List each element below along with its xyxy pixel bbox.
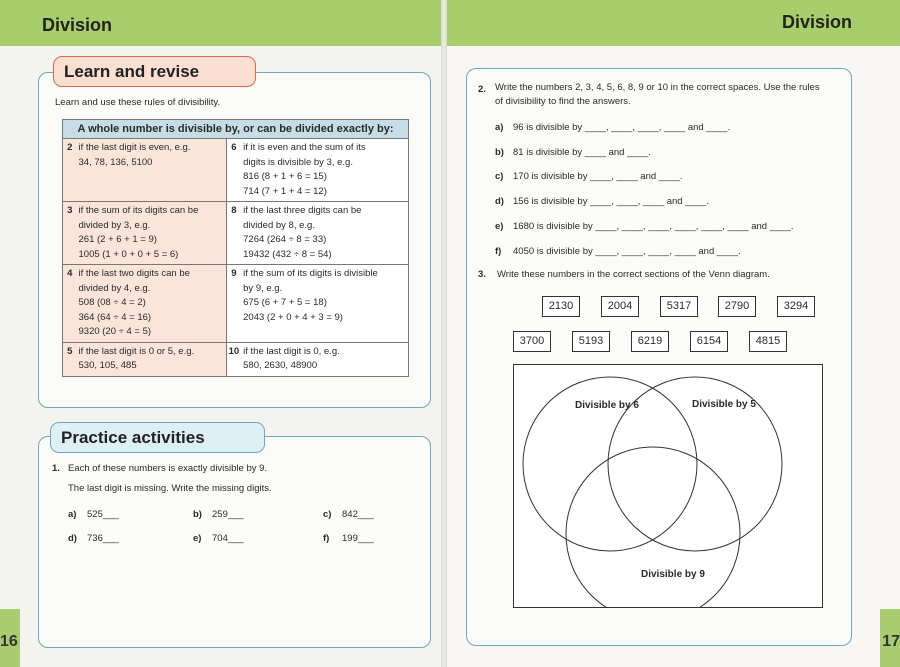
rule-right-text-line: 580, 2630, 48900 [243,360,318,371]
practice-tab: Practice activities [50,422,265,453]
rule-left-text-line: 364 (64 ÷ 4 = 16) [78,311,152,323]
rule-right-text-line: 714 (7 + 1 + 4 = 12) [243,185,327,197]
q1-number: 1. [52,463,60,474]
rules-row [63,342,409,376]
number-card[interactable]: 2130 [542,296,580,317]
number-card[interactable]: 5193 [572,331,610,352]
q1-line2: The last digit is missing. Write the missing digits. [68,483,272,494]
rule-right-text [241,265,408,343]
number-card[interactable]: 3700 [513,331,551,352]
q2-item-label: c) [495,171,504,183]
number-card[interactable]: 3294 [777,296,815,317]
rule-right-number: 9 [226,265,241,343]
practice-item-answer[interactable]: 259___ [212,509,244,520]
rule-left-text [77,202,227,265]
rule-right-text-line: if the last three digits can be [243,205,362,216]
rule-left-text-line: 530, 105, 485 [78,360,137,371]
rule-right-text-line: 19432 (432 ÷ 8 = 54) [243,248,332,260]
venn-label-9: Divisible by 9 [641,569,705,580]
venn-label-5: Divisible by 5 [692,399,756,410]
q2-item-text[interactable]: 1680 is divisible by ____, ____, ____, ____, ____, ____ and ____. [513,220,794,232]
q2-item-text[interactable]: 4050 is divisible by ____, ____, ____, ____ and ____. [513,245,741,257]
q2-item-label: d) [495,196,504,208]
q2-line2: of divisibility to find the answers. [495,96,631,107]
right-page-title: Division [781,12,852,32]
rule-left-text-line: if the sum of its digits can be [78,205,199,216]
right-page-number: 17 [882,633,900,650]
rule-left-text [77,265,227,343]
rule-left-text-line: if the last digit is 0 or 5, e.g. [78,345,195,357]
rule-right-text-line: 675 (6 + 7 + 5 = 18) [243,297,327,308]
q3-number: 3. [478,269,486,280]
rule-right-text-line: 2043 (2 + 0 + 4 + 3 = 9) [243,311,343,323]
rule-right-text-line: 7264 (264 ÷ 8 = 33) [243,234,327,245]
q2-line1: Write the numbers 2, 3, 4, 5, 6, 8, 9 or 10 in the correct spaces. Use the rules [495,82,820,93]
q2-item-text[interactable]: 96 is divisible by ____, ____, ____, ____ and ____. [513,122,731,133]
rule-right-number: 10 [226,342,241,376]
practice-item-label: a) [68,509,77,520]
rule-right-text [241,139,408,202]
venn-circle-9 [566,447,740,608]
book-gutter [441,0,447,667]
q2-item-label: b) [495,146,504,158]
q2-item-label: f) [495,245,502,257]
number-card[interactable]: 6154 [690,331,728,352]
rule-right-text-line: if the sum of its digits is divisible [243,268,378,279]
rule-right-number: 6 [226,139,241,202]
practice-item-answer[interactable]: 704___ [212,533,244,544]
rule-left-text-line: divided by 3, e.g. [78,219,151,231]
rule-left-number: 2 [63,139,77,202]
q3-text: Write these numbers in the correct sections of the Venn diagram. [497,269,770,280]
rule-left-text-line: 508 (08 ÷ 4 = 2) [78,297,146,308]
rule-left-text-line: if the last digit is even, e.g. [78,142,191,153]
practice-item-label: b) [193,509,202,520]
rule-left-text-line: 9320 (20 ÷ 4 = 5) [78,326,152,337]
number-card[interactable]: 2004 [601,296,639,317]
rules-row [63,265,409,343]
number-card[interactable]: 5317 [660,296,698,317]
left-page-number: 16 [0,633,18,650]
q2-item-label: e) [495,220,504,232]
q2-number: 2. [478,84,486,95]
number-card[interactable]: 4815 [749,331,787,352]
practice-item-answer[interactable]: 199___ [342,533,374,544]
number-card[interactable]: 2790 [718,296,756,317]
rule-right-text-line: digits is divisible by 3, e.g. [243,156,353,168]
rule-right-text-line: if it is even and the sum of its [243,142,366,153]
left-page-title: Division [42,15,113,35]
q1-line1: Each of these numbers is exactly divisible by 9. [68,463,268,474]
rule-left-number: 5 [63,342,77,376]
rule-right-text-line: if the last digit is 0, e.g. [243,345,340,357]
rules-row [63,139,409,202]
rule-left-text-line: divided by 4, e.g. [78,282,151,294]
rules-row [63,202,409,265]
rules-table-header: A whole number is divisible by, or can be divided exactly by: [63,120,409,139]
number-card[interactable]: 6219 [631,331,669,352]
rule-right-text [241,202,408,265]
divisibility-rules-table [62,119,409,377]
q2-item-text[interactable]: 156 is divisible by ____, ____, ____ and ____. [513,196,709,208]
q2-item-text[interactable]: 170 is divisible by ____, ____ and ____. [513,171,683,183]
rule-right-text [241,342,408,376]
rule-left-text-line: 1005 (1 + 0 + 0 + 5 = 6) [78,248,179,260]
practice-item-label: e) [193,533,202,544]
practice-item-label: f) [323,533,330,544]
rule-left-text-line: if the last two digits can be [78,268,190,279]
rule-right-text-line: by 9, e.g. [243,282,283,294]
q2-item-text[interactable]: 81 is divisible by ____ and ____. [513,146,651,158]
learn-tab: Learn and revise [53,56,256,87]
learn-intro: Learn and use these rules of divisibility. [55,97,221,108]
rule-left-text [77,139,227,202]
rule-left-number: 3 [63,202,77,265]
rule-left-number: 4 [63,265,77,343]
practice-item-label: d) [68,533,77,544]
practice-item-answer[interactable]: 736___ [87,533,119,544]
rule-left-text-line: 34, 78, 136, 5100 [78,156,153,168]
practice-item-label: c) [323,509,332,520]
rule-right-number: 8 [226,202,241,265]
q2-item-label: a) [495,122,504,133]
practice-item-answer[interactable]: 525___ [87,509,119,520]
rule-left-text [77,342,227,376]
venn-label-6: Divisible by 6 [575,400,639,411]
rule-right-text-line: 816 (8 + 1 + 6 = 15) [243,171,327,182]
rule-right-text-line: divided by 8, e.g. [243,219,315,231]
practice-item-answer[interactable]: 842___ [342,509,374,520]
rule-left-text-line: 261 (2 + 6 + 1 = 9) [78,234,157,245]
